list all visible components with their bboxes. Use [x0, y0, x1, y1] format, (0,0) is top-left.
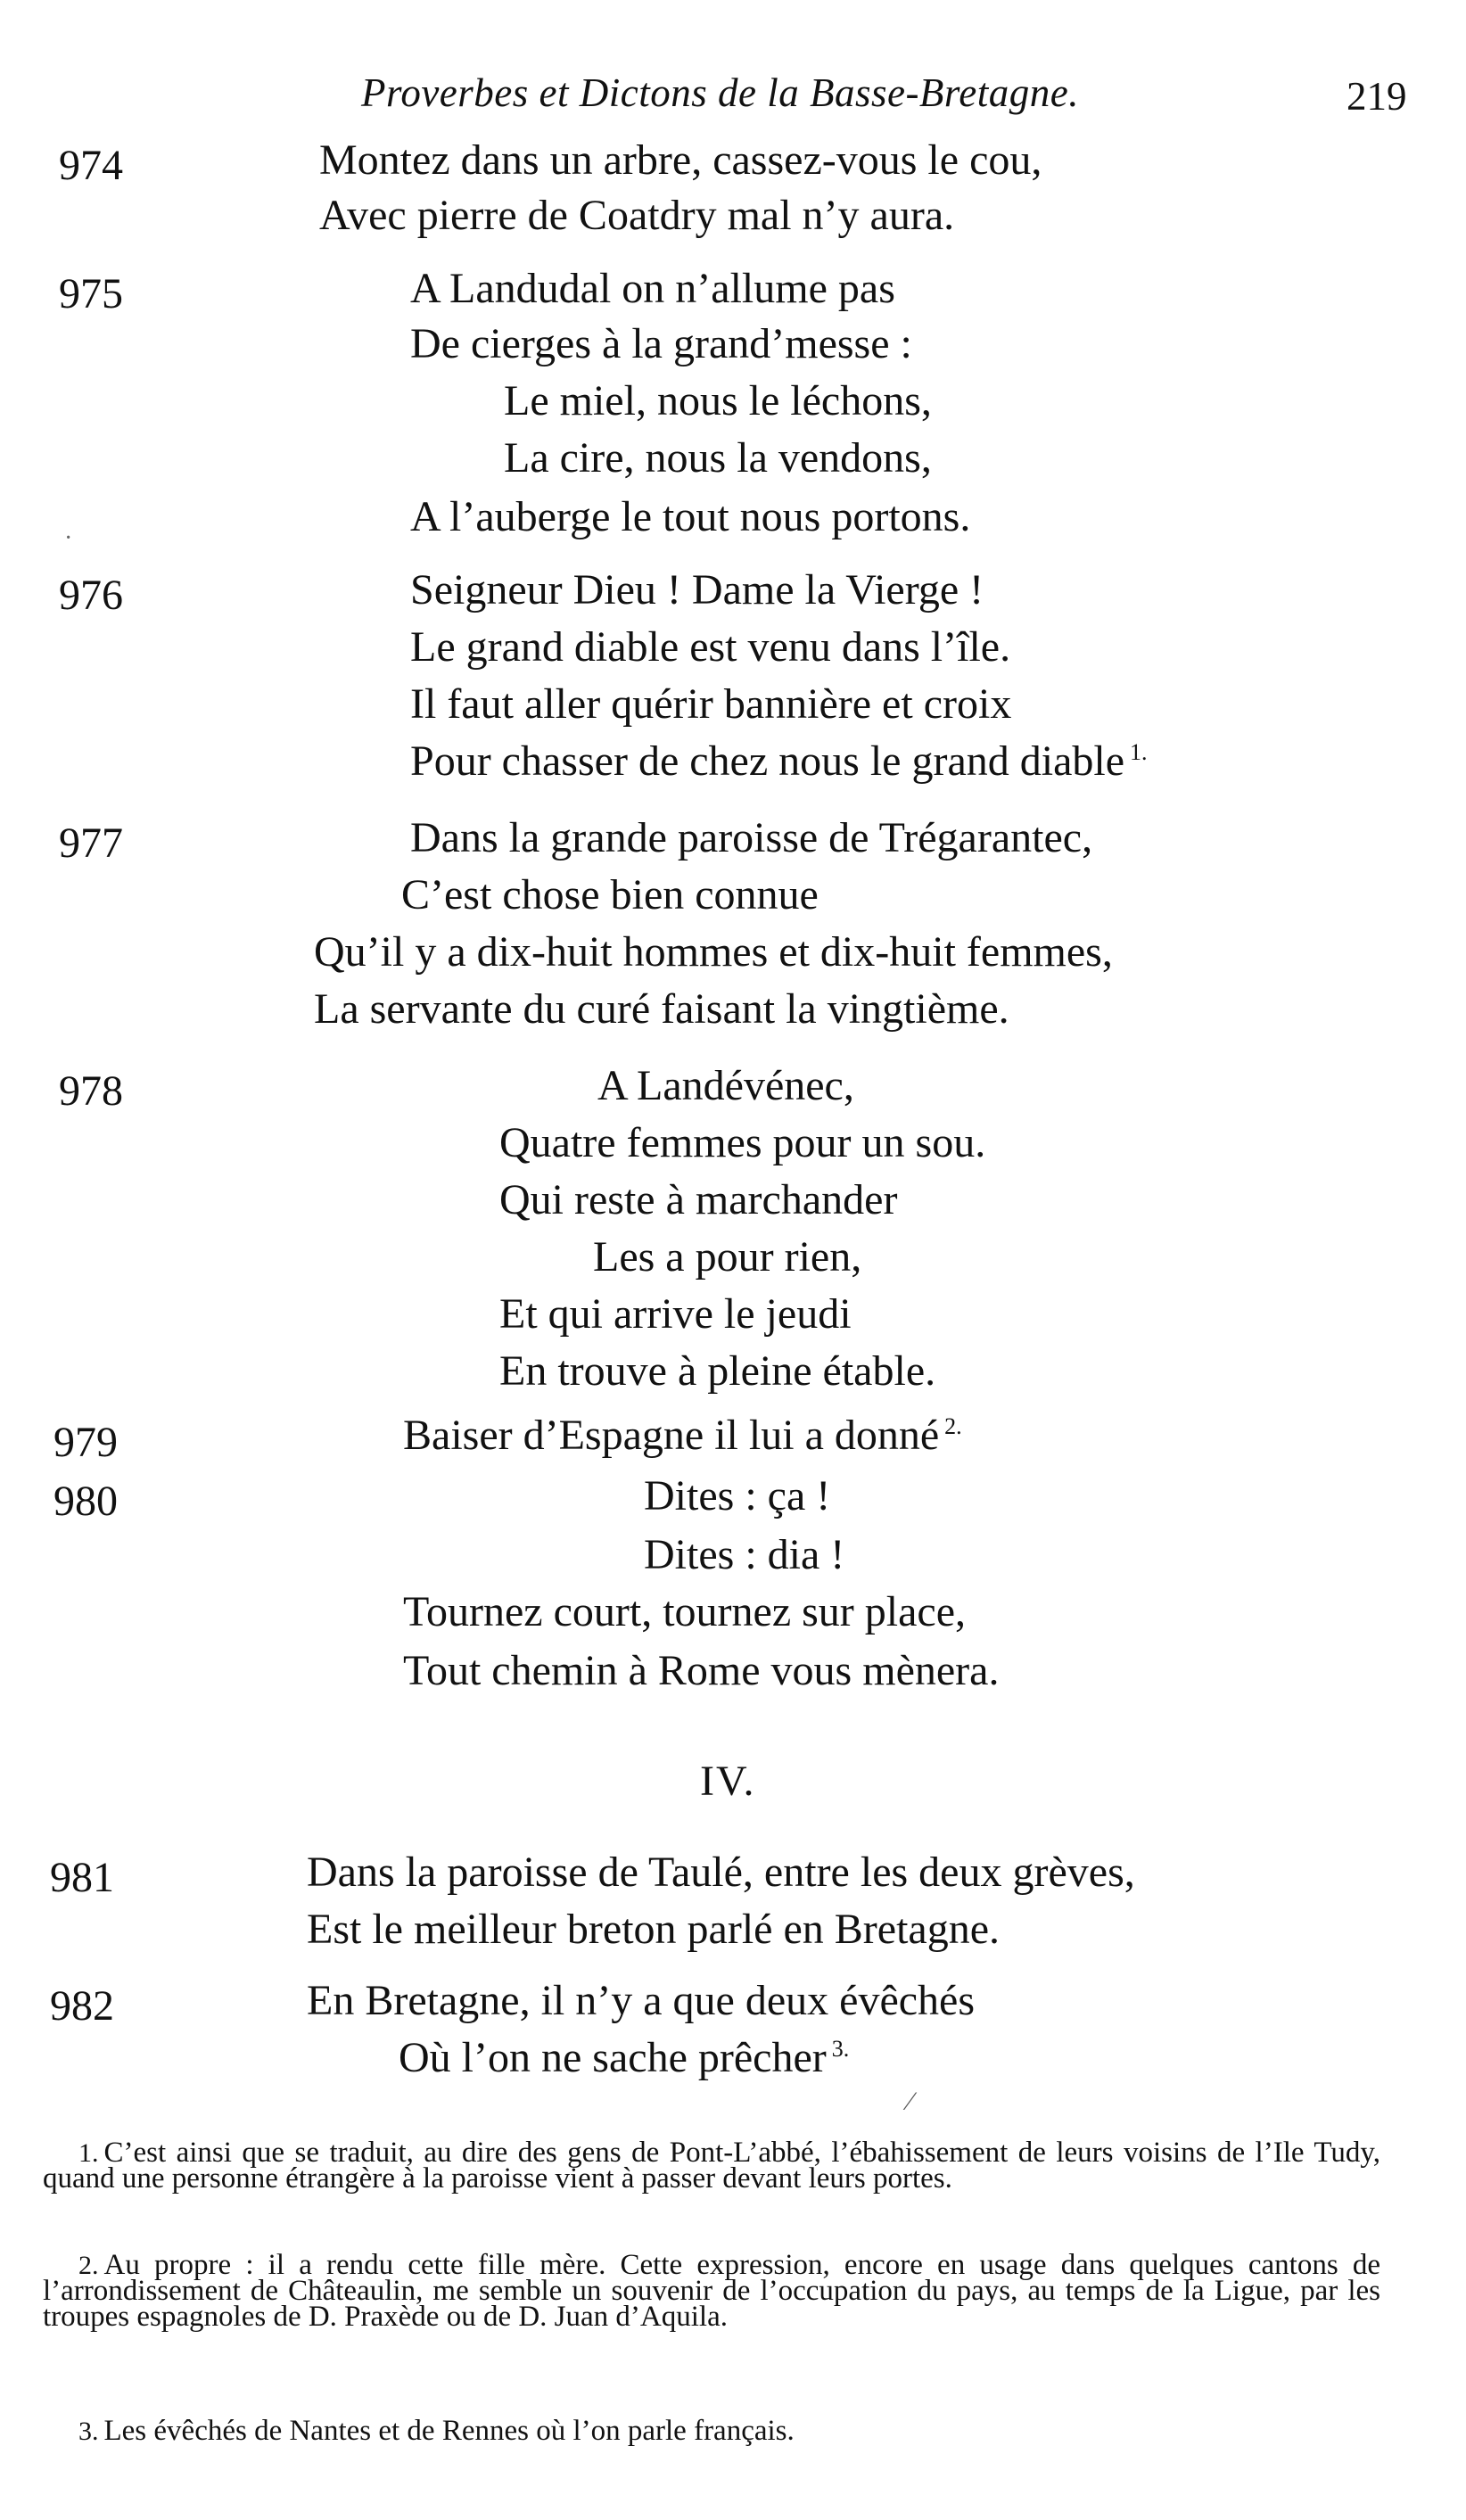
verse-line	[410, 737, 1148, 786]
verse-line: La servante du curé faisant la vingtième.	[314, 985, 1009, 1033]
footnote-2	[43, 2249, 1380, 2333]
running-header-title: Proverbes et Dictons de la Basse-Bretagne.	[361, 70, 1079, 115]
footnote-mark: 3.	[78, 2417, 99, 2446]
verse-line: C’est chose bien connue	[401, 871, 819, 918]
proverb-number: 977	[59, 819, 123, 867]
footnote-mark: 2.	[78, 2251, 99, 2280]
footnote-text: Au propre : il a rendu cette fille mère. Cette expression, encore en usage dans quelques cantons de l’arrondissement de Châteaulin, me semble un souvenir de l’occupation du pays, au temps de la Ligue, par les troupes espagnoles de D. Praxède ou de D. Juan d’Aquila.	[43, 2249, 1380, 2333]
verse-line	[399, 2033, 849, 2082]
footnote-1	[43, 2137, 1380, 2195]
proverb-number: 981	[50, 1854, 114, 1901]
verse-line: Dans la grande paroisse de Trégarantec,	[410, 814, 1093, 861]
verse-line: A Landévénec,	[597, 1062, 854, 1109]
verse-line: Qu’il y a dix-huit hommes et dix-huit femmes,	[314, 928, 1113, 976]
verse-line: Seigneur Dieu ! Dame la Vierge !	[410, 566, 984, 614]
footnote-ref-3: 3.	[831, 2036, 850, 2062]
verse-line: Quatre femmes pour un sou.	[499, 1119, 986, 1166]
stray-mark: ·	[64, 524, 73, 552]
verse-line	[403, 1411, 962, 1460]
proverb-number: 974	[59, 142, 123, 189]
verse-line: Dites : dia !	[644, 1531, 845, 1578]
verse-line: A l’auberge le tout nous portons.	[410, 493, 971, 540]
verse-line: De cierges à la grand’messe :	[410, 320, 912, 367]
verse-line: Les a pour rien,	[593, 1233, 862, 1281]
verse-line: Avec pierre de Coatdry mal n’y aura.	[319, 192, 955, 239]
footnote-ref-1: 1.	[1130, 739, 1148, 765]
verse-text: Baiser d’Espagne il lui a donné	[403, 1412, 940, 1459]
proverb-number: 976	[59, 572, 123, 619]
verse-line: En Bretagne, il n’y a que deux évêchés	[307, 1977, 976, 2024]
page-number: 219	[1347, 74, 1407, 119]
footnote-ref-2: 2.	[944, 1413, 962, 1439]
verse-line: En trouve à pleine étable.	[499, 1347, 936, 1395]
verse-line: La cire, nous la vendons,	[504, 434, 932, 482]
proverb-number: 975	[59, 270, 123, 317]
footnote-mark: 1.	[78, 2138, 99, 2168]
verse-line: Il faut aller quérir bannière et croix	[410, 680, 1012, 728]
verse-text: Où l’on ne sache prêcher	[399, 2034, 827, 2081]
verse-line: Qui reste à marchander	[499, 1176, 898, 1223]
footnote-3	[43, 2415, 1380, 2447]
proverb-number: 982	[50, 1982, 114, 2030]
verse-line: Dans la paroisse de Taulé, entre les deux grèves,	[307, 1849, 1135, 1896]
footnote-text: C’est ainsi que se traduit, au dire des gens de Pont-L’abbé, l’ébahissement de leurs voisins de l’Ile Tudy, quand une personne étrangère à la paroisse vient à passer devant leurs portes.	[43, 2137, 1380, 2195]
section-heading: IV.	[700, 1758, 756, 1805]
proverb-number: 979	[54, 1419, 118, 1466]
verse-line: Et qui arrive le jeudi	[499, 1290, 852, 1338]
stray-mark: ⁄	[908, 2087, 913, 2116]
verse-line: Tout chemin à Rome vous mènera.	[403, 1647, 1000, 1694]
proverb-number: 980	[54, 1478, 118, 1525]
proverb-number: 978	[59, 1067, 123, 1115]
verse-line: Tournez court, tournez sur place,	[403, 1588, 967, 1635]
verse-line: Dites : ça !	[644, 1472, 831, 1519]
verse-line: Le miel, nous le léchons,	[504, 377, 932, 424]
verse-text: Pour chasser de chez nous le grand diable	[410, 737, 1125, 785]
verse-line: Montez dans un arbre, cassez-vous le cou,	[319, 136, 1042, 184]
verse-line: A Landudal on n’allume pas	[410, 265, 895, 312]
footnote-text: Les évêchés de Nantes et de Rennes où l’on parle français.	[103, 2415, 795, 2447]
verse-line: Le grand diable est venu dans l’île.	[410, 623, 1011, 671]
verse-line: Est le meilleur breton parlé en Bretagne.	[307, 1906, 1001, 1953]
